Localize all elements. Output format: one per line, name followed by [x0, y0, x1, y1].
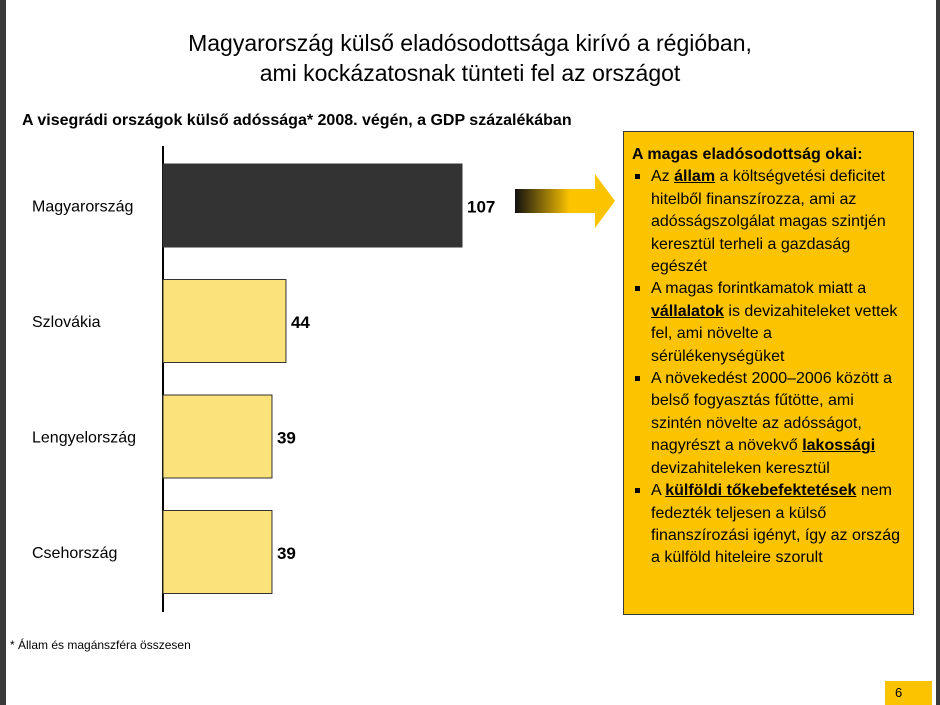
reasons-box — [623, 131, 914, 615]
reason-text: A — [651, 482, 666, 500]
value-label: 39 — [276, 544, 296, 563]
value-label: 107 — [467, 197, 496, 217]
reason-text: a költségvetési deficitet hitelből finanszírozza, ami az adósságszolgálat magas szintjén keresztül terheli a gazdaság egészét — [651, 168, 886, 276]
value-label: 39 — [276, 428, 296, 448]
category-label: Magyarország — [32, 198, 134, 216]
bar-chart — [0, 140, 520, 620]
value-label: 44 — [290, 313, 310, 332]
reason-item — [632, 368, 905, 480]
reason-keyword: állam — [674, 168, 716, 186]
reason-text: A növekedést 2000–2006 között a belső fogyasztás fűtötte, ami szintén növelte az adósságot, nagyrészt a növekvő — [651, 370, 893, 455]
chart-title: A visegrádi országok külső adóssága* 2008. végén, a GDP százalékában — [22, 112, 572, 129]
reason-keyword: külföldi tőkebefektetések — [665, 482, 857, 500]
reason-item — [632, 166, 905, 278]
bar-1 — [163, 280, 286, 363]
category-label: Csehország — [32, 545, 118, 562]
reason-text: Az — [651, 168, 675, 186]
reason-keyword: vállalatok — [651, 302, 724, 320]
reason-item — [632, 480, 905, 570]
slide-title-line-2: ami kockázatosnak tünteti fel az országot — [259, 60, 681, 86]
reasons-list — [632, 166, 905, 569]
slide-title-line-1: Magyarország külső eladósodottsága kirívó a régióban, — [188, 30, 752, 56]
reason-keyword: lakossági — [802, 437, 876, 455]
reason-text: nem fedezték teljesen a külső finanszírozási igényt, így az ország a külföld hiteleire szorult — [651, 482, 901, 567]
bar-2 — [163, 395, 272, 478]
reasons-title: A magas eladósodottság okai: — [632, 146, 863, 163]
reason-item — [632, 278, 905, 368]
footnote: * Állam és magánszféra összesen — [10, 638, 191, 652]
bar-3 — [163, 511, 272, 594]
arrow-right-icon — [515, 172, 615, 230]
page-number: 6 — [885, 681, 932, 705]
reason-text: A magas forintkamatok miatt a — [651, 280, 867, 298]
reason-text: is devizahiteleket vettek fel, ami növelte a sérülékenységüket — [651, 302, 898, 365]
category-label: Lengyelország — [32, 429, 137, 447]
bar-0 — [163, 164, 462, 247]
reason-text: devizahiteleken keresztül — [651, 459, 830, 477]
slide-title — [60, 28, 880, 88]
category-label: Szlovákia — [32, 314, 101, 331]
right-edge-bar — [936, 0, 940, 705]
